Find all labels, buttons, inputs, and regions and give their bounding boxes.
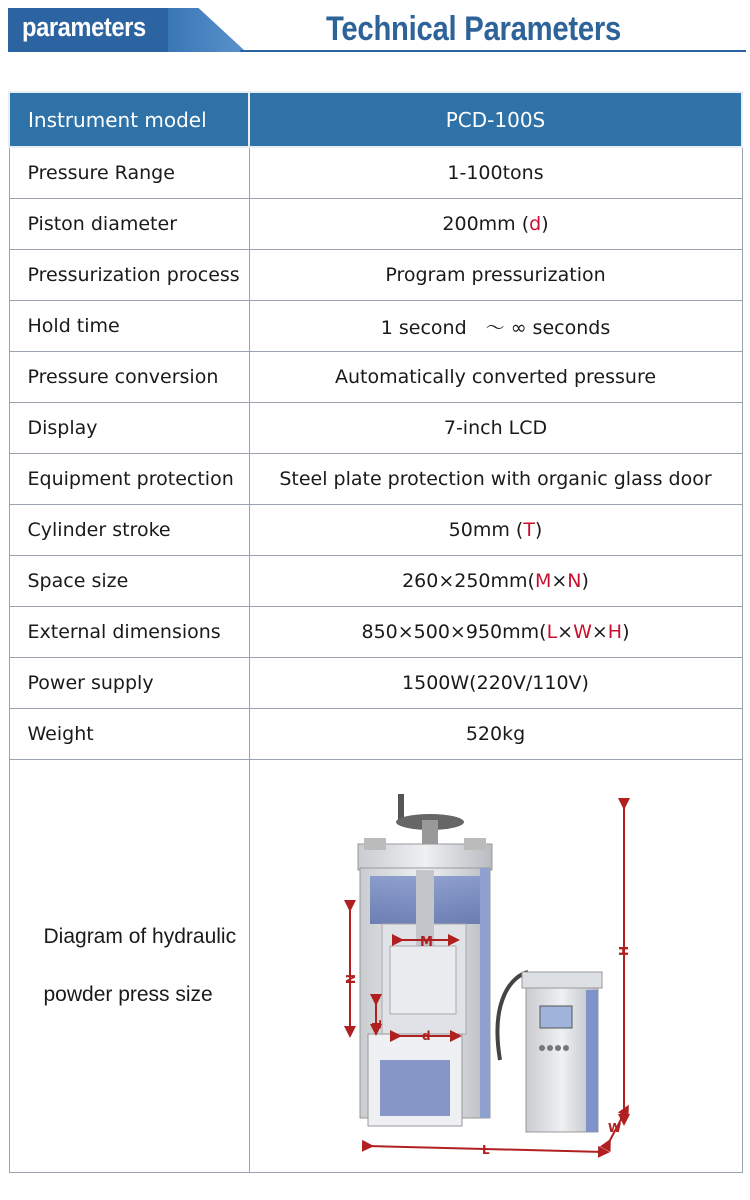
table-row xyxy=(9,147,742,199)
row-value: 7-inch LCD xyxy=(249,403,742,454)
row-label: Power supply xyxy=(9,658,249,709)
table-row xyxy=(9,709,742,760)
table-row xyxy=(9,199,742,250)
row-value: Automatically converted pressure xyxy=(249,352,742,403)
dim-label-w: W xyxy=(607,1121,621,1135)
table-row xyxy=(9,658,742,709)
row-label: Pressure conversion xyxy=(9,352,249,403)
dim-label-n: N xyxy=(342,974,357,985)
row-label: Piston diameter xyxy=(9,199,249,250)
table-row xyxy=(9,250,742,301)
title-underline xyxy=(240,50,746,52)
table-row xyxy=(9,607,742,658)
hydraulic-press-diagram xyxy=(250,760,740,1172)
diagram-cell xyxy=(249,760,742,1173)
row-value: 1 second ～ ∞ seconds xyxy=(249,301,742,352)
row-value: 520kg xyxy=(249,709,742,760)
row-label: Weight xyxy=(9,709,249,760)
parameters-table xyxy=(8,91,743,1173)
header-banner xyxy=(0,0,750,60)
diagram-row xyxy=(9,760,742,1173)
dim-label-h: H xyxy=(616,945,631,956)
row-value: Program pressurization xyxy=(249,250,742,301)
row-value: 260×250mm(M×N) xyxy=(249,556,742,607)
row-label: Pressure Range xyxy=(9,147,249,199)
header-value: PCD-100S xyxy=(249,92,742,147)
row-value: 200mm (d) xyxy=(249,199,742,250)
row-value: 50mm (T) xyxy=(249,505,742,556)
page-title: Technical Parameters xyxy=(326,10,621,48)
table-row xyxy=(9,556,742,607)
dim-label-t: T xyxy=(368,1020,383,1029)
control-unit-icon xyxy=(497,972,602,1132)
row-label: Hold time xyxy=(9,301,249,352)
row-value: 1-100tons xyxy=(249,147,742,199)
row-label: Display xyxy=(9,403,249,454)
row-value: Steel plate protection with organic glass door xyxy=(249,454,742,505)
table-row xyxy=(9,352,742,403)
row-label: Space size xyxy=(9,556,249,607)
row-label: Pressurization process xyxy=(9,250,249,301)
row-value: 850×500×950mm(L×W×H) xyxy=(249,607,742,658)
row-label: External dimensions xyxy=(9,607,249,658)
dim-label-l: L xyxy=(481,1143,490,1157)
row-label: Cylinder stroke xyxy=(9,505,249,556)
diagram-label: Diagram of hydraulic powder press size xyxy=(9,760,249,1173)
press-illustration xyxy=(250,760,740,1172)
dim-label-m: M xyxy=(419,935,433,950)
header-label: Instrument model xyxy=(9,92,249,147)
row-value: 1500W(220V/110V) xyxy=(249,658,742,709)
table-row xyxy=(9,505,742,556)
dim-label-d: d xyxy=(421,1029,431,1043)
row-label: Equipment protection xyxy=(9,454,249,505)
table-header-row xyxy=(9,92,742,147)
handwheel-icon xyxy=(396,794,464,844)
table-row xyxy=(9,403,742,454)
table-row xyxy=(9,454,742,505)
table-row xyxy=(9,301,742,352)
section-tag: parameters xyxy=(22,12,146,42)
